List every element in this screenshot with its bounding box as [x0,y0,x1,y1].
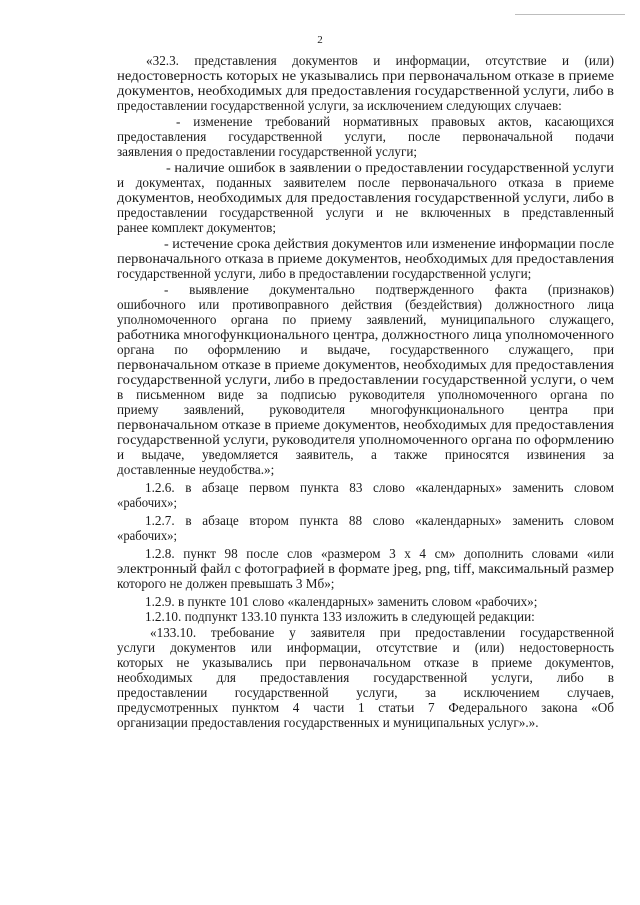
text-line: 1.2.6. в абзаце первом пункта 83 слово «календарных» заменить словом [145,480,614,495]
text-line: «133.10. требование у заявителя при предоставлении государственной [150,625,614,640]
text-line: в письменном виде за подписью руководителя уполномоченного органа по [117,387,614,402]
text-line: и документах, поданных заявителем после первоначального отказа в приеме [117,175,614,190]
text-line: предоставлении государственной услуги, за исключением следующих случаев: [117,98,562,113]
text-line: - изменение требований нормативных правовых актов, касающихся [176,114,614,129]
text-line: - наличие ошибок в заявлении о предоставлении государственной услуги [166,160,614,175]
text-line: «рабочих»; [117,528,178,543]
text-line: предоставления государственной услуги, после первоначальной подачи [117,129,614,144]
text-line: государственной услуги, руководителя уполномоченного органа по оформлению [117,432,614,447]
text-line: государственной услуги, либо в предоставлении государственной услуги; [117,266,532,281]
text-line: «рабочих»; [117,495,178,510]
text-line: первоначальном отказе в приеме документов, необходимых для предоставления [117,417,614,432]
text-line: услуги документов или информации, отсутствие и (или) недостоверность [117,640,614,655]
text-line: электронный файл с фотографией в формате jpeg, png, tiff, максимальный размер [117,561,614,576]
text-line: работника многофункционального центра, должностного лица уполномоченного [117,327,615,342]
text-line: 1.2.8. пункт 98 после слов «размером 3 х 4 см» дополнить словами «или [145,546,614,561]
text-line: и выдаче, уведомляется заявитель, а также приносятся извинения за [117,447,614,462]
text-line: уполномоченного органа по приему заявлений, муниципального служащего, [117,312,614,327]
text-line: первоначального отказа в приеме документов, необходимых для предоставления [117,251,614,266]
text-line: которых не указывались при первоначальном отказе в приеме документов, [117,655,614,670]
text-line: государственной услуги, либо в предоставлении государственной услуги, о чем [117,372,615,387]
text-line: - истечение срока действия документов или изменение информации после [164,236,615,251]
text-line: 1.2.10. подпункт 133.10 пункта 133 изложить в следующей редакции: [145,609,535,624]
text-line: документов, необходимых для предоставления государственной услуги, либо в [117,83,614,98]
text-line: ранее комплект документов; [117,220,276,235]
text-line: которого не должен превышать 3 Мб»; [117,576,335,591]
text-line: предоставлении государственной услуги, за исключением случаев, [117,685,614,700]
page-number: 2 [317,34,323,46]
text-line: 1.2.7. в абзаце втором пункта 88 слово «календарных» заменить словом [145,513,614,528]
text-line: недостоверность которых не указывались при первоначальном отказе в приеме [117,68,615,83]
scan-edge-mark [515,14,625,15]
text-line: документов, необходимых для предоставления государственной услуги, либо в [117,190,614,205]
text-line: - выявление документально подтвержденного факта (признаков) [164,282,614,297]
text-line: ошибочного или противоправного действия (бездействия) должностного лица [117,297,614,312]
text-line: 1.2.9. в пункте 101 слово «календарных» заменить словом «рабочих»; [145,594,538,609]
text-line: приему заявлений, руководителя многофункционального центра при [117,402,614,417]
text-line: доставленные неудобства.»; [117,462,275,477]
text-line: необходимых для предоставления государственной услуги, либо в [117,670,614,685]
text-line: заявления о предоставлении государственной услуги; [117,144,418,159]
text-line: первоначальном отказе в приеме документов, необходимых для предоставления [117,357,614,372]
text-line: организации предоставления государственных и муниципальных услуг».». [117,715,539,730]
text-line: органа по оформлению и выдаче, государственного служащего, при [117,342,614,357]
text-line: «32.3. представления документов и информации, отсутствие и (или) [146,53,614,68]
text-line: предоставлении государственной услуги и не включенных в представленный [117,205,614,220]
text-line: предусмотренных пунктом 4 части 1 статьи 7 Федерального закона «Об [117,700,614,715]
